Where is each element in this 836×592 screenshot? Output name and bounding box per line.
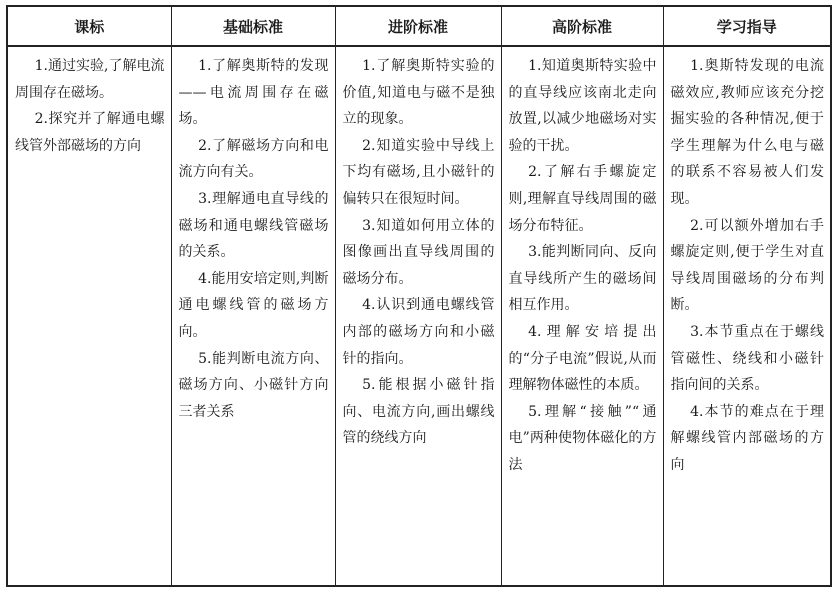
list-item: 2.探究并了解通电螺线管外部磁场的方向	[15, 111, 165, 154]
list-item: 3.能判断同向、反向直导线所产生的磁场间相互作用。	[508, 244, 657, 314]
list-item: 2.可以额外增加右手螺旋定则,便于学生对直导线周围磁场的分布判断。	[670, 217, 824, 314]
list-item: 4.能用安培定则,判断通电螺线管的磁场方向。	[178, 270, 329, 340]
list-item: 5.能根据小磁针指向、电流方向,画出螺线管的绕线方向	[342, 377, 495, 447]
list-item: 2.了解磁场方向和电流方向有关。	[178, 137, 329, 181]
list-item: 2.了解右手螺旋定则,理解直导线周围的磁场分布特征。	[508, 164, 657, 234]
header-advanced-standard: 进阶标准	[335, 6, 501, 46]
list-item: 4.认识到通电螺线管内部的磁场方向和小磁针的指向。	[342, 297, 495, 367]
learning-guidance-cell	[663, 46, 831, 586]
list-item: 3.理解通电直导线的磁场和通电螺线管磁场的关系。	[178, 190, 329, 261]
header-basic-standard: 基础标准	[171, 6, 335, 46]
list-item: 3.本节重点在于螺线管磁性、绕线和小磁针指向间的关系。	[670, 323, 824, 394]
list-item: 1.知道奥斯特实验中的直导线应该南北走向放置,以减少地磁场对实验的干扰。	[508, 58, 657, 154]
advanced-standard-cell	[335, 46, 501, 586]
list-item: 5.能判断电流方向、磁场方向、小磁针方向三者关系	[178, 350, 329, 420]
header-learning-guidance: 学习指导	[663, 6, 831, 46]
content-row	[7, 46, 831, 586]
list-item: 4.理解安培提出的“分子电流”假说,从而理解物体磁性的本质。	[508, 323, 657, 394]
list-item: 1.奥斯特发现的电流磁效应,教师应该充分挖掘实验的各种情况,便于学生理解为什么电与磁的联系不容易被人们发现。	[670, 58, 824, 207]
header-high-standard: 高阶标准	[501, 6, 663, 46]
basic-standard-cell	[171, 46, 335, 586]
list-item: 3.知道如何用立体的图像画出直导线周围的磁场分布。	[342, 217, 495, 287]
header-curriculum: 课标	[7, 6, 171, 46]
list-item: 4.本节的难点在于理解螺线管内部磁场的方向	[670, 403, 824, 473]
list-item: 2.知道实验中导线上下均有磁场,且小磁针的偏转只在很短时间。	[342, 137, 495, 207]
list-item: 1.通过实验,了解电流周围存在磁场。	[15, 58, 165, 101]
list-item: 1.了解奥斯特的发现——电流周围存在磁场。	[178, 58, 329, 128]
standards-table	[6, 5, 832, 587]
high-standard-cell	[501, 46, 663, 586]
header-row	[7, 6, 831, 46]
list-item: 5.理解“接触”“通电”两种使物体磁化的方法	[508, 403, 657, 473]
list-item: 1.了解奥斯特实验的价值,知道电与磁不是独立的现象。	[342, 58, 495, 128]
curriculum-cell	[7, 46, 171, 586]
